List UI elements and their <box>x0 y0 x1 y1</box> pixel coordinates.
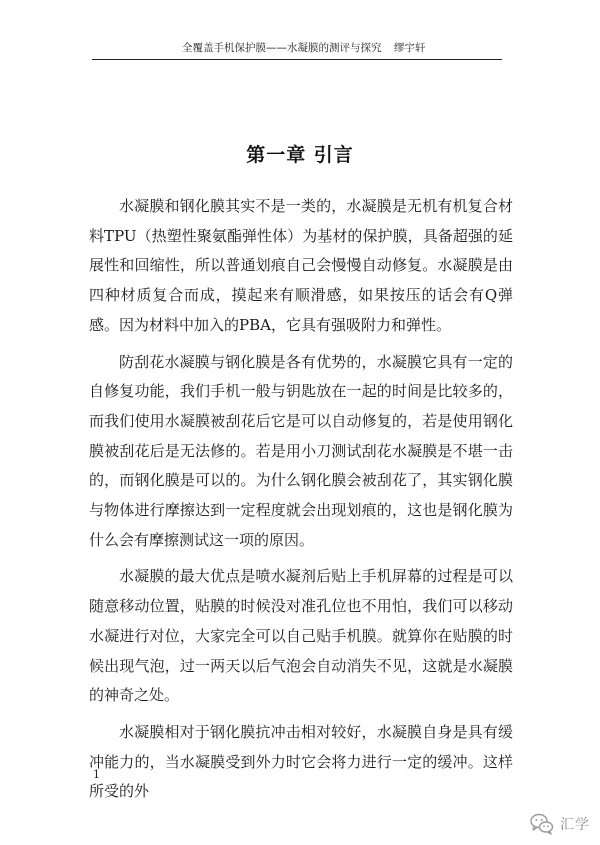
page-number: 1 <box>93 768 100 781</box>
header-author: 缪宇轩 <box>394 42 426 54</box>
wechat-icon <box>530 813 554 835</box>
paragraph-3: 水凝膜的最大优点是喷水凝剂后贴上手机屏幕的过程是可以随意移动位置，贴膜的时候没对准孔位也不用怕，我们可以移动水凝进行对位，大家完全可以自己贴手机膜。就算你在贴膜的时候出现气泡，过一两天以后气泡会自动消失不见，这就是水凝膜的神奇之处。 <box>89 567 513 705</box>
watermark-text: 汇学 <box>560 817 590 833</box>
header-title: 全覆盖手机保护膜——水凝膜的测评与探究 <box>182 42 382 54</box>
paragraph-2: 防刮花水凝膜与钢化膜是各有优势的，水凝膜它具有一定的自修复功能，我们手机一般与钥匙放在一起的时间是比较多的，而我们使用水凝膜被刮花后它是可以自动修复的，若是使用钢化膜被刮花后是无法修的。若是用小刀测试刮花水凝膜是不堪一击的，而钢化膜是可以的。为什么钢化膜会被刮花了，其实钢化膜与物体进行摩擦达到一定程度就会出现划痕的，这也是钢化膜为什么会有摩擦测试这一项的原因。 <box>89 352 513 549</box>
chapter-title: 第一章 引言 <box>246 144 354 166</box>
body-text <box>89 192 513 814</box>
watermark <box>530 811 590 837</box>
paragraph-4: 水凝膜相对于钢化膜抗冲击相对较好，水凝膜自身是具有缓冲能力的，当水凝膜受到外力时它会将力进行一定的缓冲。这样所受的外 <box>89 722 513 801</box>
running-header <box>92 40 502 60</box>
paragraph-1: 水凝膜和钢化膜其实不是一类的，水凝膜是无机有机复合材料TPU（热塑性聚氨酯弹性体）为基材的保护膜，具备超强的延展性和回缩性，所以普通划痕自己会慢慢自动修复。水凝膜是由四种材质复合而成，摸起来有顺滑感，如果按压的话会有Q弹感。因为材料中加入的PBA，它具有强吸附力和弹性。 <box>89 197 513 334</box>
